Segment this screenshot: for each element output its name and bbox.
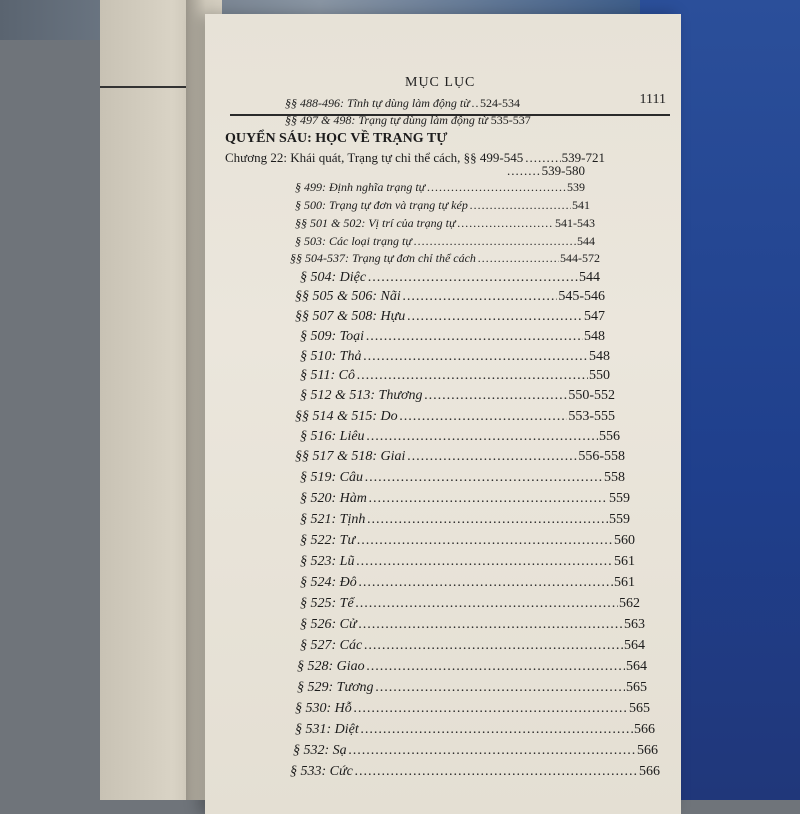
dot-leader xyxy=(357,368,588,384)
dot-leader xyxy=(478,251,559,266)
toc-entry xyxy=(300,491,630,507)
toc-entry-pages: 539-580 xyxy=(541,163,585,178)
toc-entry-label: § 532: Sạ xyxy=(293,743,347,758)
dot-leader xyxy=(355,764,638,780)
toc-entry-pages: 544-572 xyxy=(560,251,600,265)
toc-entry-pages: 559 xyxy=(609,512,630,527)
toc-entry-label: §§ 514 & 515: Do xyxy=(295,409,398,424)
toc-entry xyxy=(285,96,520,111)
toc-entry xyxy=(295,701,650,717)
toc-entry-label: § 504: Diệc xyxy=(300,270,367,285)
toc-entry-label: § 526: Cử xyxy=(300,617,357,632)
toc-entry xyxy=(300,575,635,591)
toc-entry-pages: 564 xyxy=(626,659,647,674)
dot-leader xyxy=(376,680,625,696)
dot-leader xyxy=(407,309,583,325)
dot-leader xyxy=(366,329,583,345)
toc-entry-label: § 521: Tịnh xyxy=(300,512,366,527)
toc-entry-pages: 560 xyxy=(614,533,635,548)
toc-entry xyxy=(300,596,640,612)
toc-entry-label: § 533: Cức xyxy=(290,764,353,779)
toc-entry-label: § 511: Cô xyxy=(300,368,355,383)
toc-entry xyxy=(300,554,635,570)
dot-leader xyxy=(367,659,625,675)
dot-leader xyxy=(361,722,633,738)
toc-entry-pages: 564 xyxy=(624,638,645,653)
table-of-contents-page xyxy=(205,14,681,814)
toc-entry-label: § 509: Toại xyxy=(300,329,365,344)
toc-entry xyxy=(300,470,625,486)
toc-entry xyxy=(295,309,605,325)
dot-leader xyxy=(357,533,613,549)
toc-entry-label: QUYỂN SÁU: HỌC VỀ TRẠNG TỰ xyxy=(225,131,448,146)
toc-entry-pages: 559 xyxy=(609,491,630,506)
dot-leader xyxy=(368,270,578,286)
toc-entry-label: § 522: Tư xyxy=(300,533,356,548)
toc-entry xyxy=(300,349,610,365)
toc-entry-pages: 535-537 xyxy=(490,113,531,127)
toc-entry xyxy=(293,743,658,759)
dot-leader xyxy=(472,96,479,111)
toc-entry xyxy=(300,638,645,654)
toc-entry-label: §§ 488-496: Tĩnh tự dùng làm động từ xyxy=(285,96,470,110)
dot-leader xyxy=(364,638,623,654)
toc-entry xyxy=(290,764,660,780)
toc-entry-label: § 529: Tương xyxy=(297,680,374,695)
toc-entry-pages: 562 xyxy=(619,596,640,611)
toc-entry xyxy=(297,680,647,696)
toc-entry-pages: 539-721 xyxy=(561,150,605,165)
toc-entry xyxy=(290,251,600,266)
toc-entry xyxy=(300,533,635,549)
dot-leader xyxy=(356,596,618,612)
toc-entry-pages: 556 xyxy=(599,429,620,444)
toc-entry xyxy=(300,512,630,528)
toc-entry-pages: 541 xyxy=(572,198,590,212)
toc-entry-label: §§ 501 & 502: Vị trí của trạng tự xyxy=(295,216,456,230)
toc-entry-label: § 516: Liêu xyxy=(300,429,365,444)
toc-entry-label: § 510: Thả xyxy=(300,349,362,364)
toc-entry-pages: 565 xyxy=(626,680,647,695)
toc-entry xyxy=(297,659,647,675)
toc-entry-label: § 528: Giao xyxy=(297,659,365,674)
toc-entry xyxy=(295,289,605,305)
toc-entry-label: § 527: Các xyxy=(300,638,363,653)
toc-entry xyxy=(300,388,615,404)
toc-entry-pages: 566 xyxy=(637,743,658,758)
dot-leader xyxy=(367,512,608,528)
toc-entry xyxy=(300,368,610,384)
toc-entry-label: § 500: Trạng tự đơn và trạng tự kép xyxy=(295,198,468,212)
page-number: 1111 xyxy=(639,92,666,107)
toc-entry xyxy=(505,163,585,179)
toc-entry-label: § 512 & 513: Thương xyxy=(300,388,423,403)
toc-entry-label: § 519: Câu xyxy=(300,470,363,485)
dot-leader xyxy=(507,163,541,179)
toc-entry-label: §§ 504-537: Trạng tự đơn chỉ thể cách xyxy=(290,251,476,265)
toc-entry-pages: 544 xyxy=(579,270,600,285)
toc-entry-pages: 550-552 xyxy=(568,388,615,403)
toc-entry-pages: 547 xyxy=(584,309,605,324)
toc-entry-label: § 525: Tể xyxy=(300,596,354,611)
toc-entry-label: § 531: Diệt xyxy=(295,722,359,737)
toc-entry-pages: 548 xyxy=(589,349,610,364)
dot-leader xyxy=(424,388,567,404)
toc-entry xyxy=(295,216,595,231)
toc-entry-pages: 544 xyxy=(577,234,595,248)
toc-entry-pages: 566 xyxy=(639,764,660,779)
toc-entry-label: § 530: Hỗ xyxy=(295,701,352,716)
toc-entry-pages: 566 xyxy=(634,722,655,737)
dot-leader xyxy=(349,743,636,759)
toc-entry-label: §§ 505 & 506: Nãi xyxy=(295,289,401,304)
toc-entry xyxy=(295,198,590,213)
dot-leader xyxy=(400,409,568,425)
toc-entry-pages: 539 xyxy=(567,180,585,194)
toc-entry-label: § 503: Các loại trạng tự xyxy=(295,234,412,248)
page-title: MỤC LỤC xyxy=(405,75,476,90)
toc-entry-pages: 553-555 xyxy=(568,409,615,424)
toc-entry-label: §§ 497 & 498: Trạng tự dùng làm động từ xyxy=(285,113,488,127)
toc-entry-label: § 499: Định nghĩa trạng tự xyxy=(295,180,426,194)
toc-entry xyxy=(300,617,645,633)
toc-entry xyxy=(285,113,531,128)
toc-entry-pages: 563 xyxy=(624,617,645,632)
dot-leader xyxy=(359,575,613,591)
toc-entry xyxy=(295,180,585,195)
toc-entry-label: §§ 507 & 508: Hựu xyxy=(295,309,406,324)
toc-entry-label: Chương 22: Khái quát, Trạng tự chỉ thể cách, §§ 499-545 xyxy=(225,150,524,165)
dot-leader xyxy=(363,349,588,365)
dot-leader xyxy=(356,554,613,570)
toc-entry-pages: 565 xyxy=(629,701,650,716)
toc-entry xyxy=(295,449,625,465)
dot-leader xyxy=(427,180,566,195)
dot-leader xyxy=(470,198,571,213)
dot-leader xyxy=(407,449,577,465)
dot-leader xyxy=(354,701,628,717)
dot-leader xyxy=(403,289,558,305)
dot-leader xyxy=(458,216,554,231)
toc-entry xyxy=(300,329,605,345)
dot-leader xyxy=(365,470,603,486)
toc-entry xyxy=(295,234,595,249)
dot-leader xyxy=(359,617,623,633)
dot-leader xyxy=(414,234,576,249)
dot-leader xyxy=(367,429,598,445)
toc-entry xyxy=(295,722,655,738)
toc-entry-pages: 545-546 xyxy=(558,289,605,304)
toc-entry-pages: 561 xyxy=(614,575,635,590)
toc-entry-label: § 523: Lũ xyxy=(300,554,355,569)
toc-entry-pages: 556-558 xyxy=(578,449,625,464)
toc-entry-pages: 558 xyxy=(604,470,625,485)
toc-entry-pages: 548 xyxy=(584,329,605,344)
toc-entry-label: § 520: Hàm xyxy=(300,491,367,506)
toc-entry-label: § 524: Đô xyxy=(300,575,357,590)
part-heading xyxy=(225,131,570,147)
toc-entry-label: §§ 517 & 518: Giai xyxy=(295,449,406,464)
toc-entry-pages: 541-543 xyxy=(555,216,595,230)
dot-leader xyxy=(369,491,608,507)
toc-entry-pages: 524-534 xyxy=(480,96,520,110)
toc-entry xyxy=(295,409,615,425)
toc-entry xyxy=(300,429,620,445)
toc-entry-pages: 550 xyxy=(589,368,610,383)
toc-entry xyxy=(300,270,600,286)
toc-entry-pages: 561 xyxy=(614,554,635,569)
